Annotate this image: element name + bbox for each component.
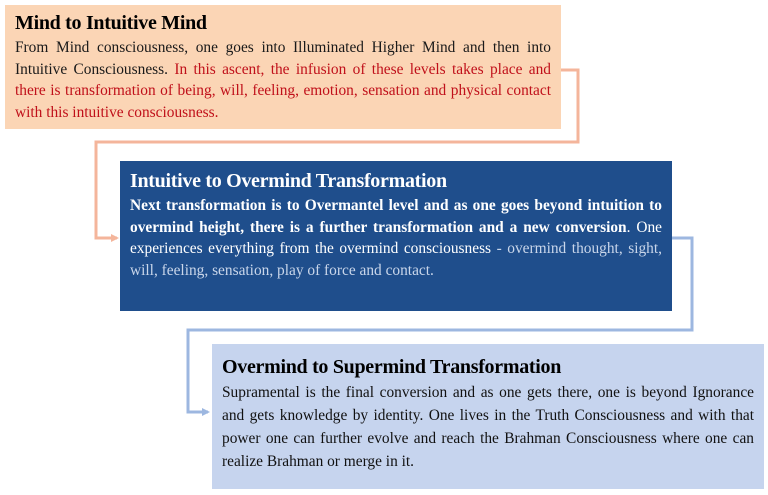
box2-title: Intuitive to Overmind Transformation	[130, 170, 447, 192]
box1-title: Mind to Intuitive Mind	[15, 12, 207, 34]
box-mind-to-intuitive-mind	[5, 5, 561, 129]
box3-body: Supramental is the final conversion and as one gets there, one is beyond Ignorance and gets knowledge by identity. One lives in the Truth Consciousness and with that power one can further evolve and reach the Brahman Consciousness where one can realize Brahman or merge in it.	[222, 384, 754, 470]
box1-body: From Mind consciousness, one goes into Illuminated Higher Mind and then into Intuitive Consciousness.	[15, 39, 551, 78]
box2-text	[130, 195, 662, 281]
box3-title: Overmind to Supermind Transformation	[222, 356, 562, 378]
box-intuitive-to-overmind	[120, 161, 672, 311]
box2-body-plain: . One experiences everything from the overmind consciousness	[130, 218, 662, 257]
box2-body-light: - overmind thought, sight, will, feeling, sensation, play of force and contact.	[130, 240, 662, 279]
box1-body-red: In this ascent, the infusion of these levels takes place and there is transformation of being, will, feeling, emotion, sensation and physical contact with this intuitive consciousness.	[15, 60, 551, 121]
box2-body-bold: Next transformation is to Overmantel level and as one goes beyond intuition to overmind height, there is a further transformation and a new conversion	[130, 197, 662, 236]
box-overmind-to-supermind	[212, 344, 764, 489]
box1-text	[15, 37, 551, 123]
